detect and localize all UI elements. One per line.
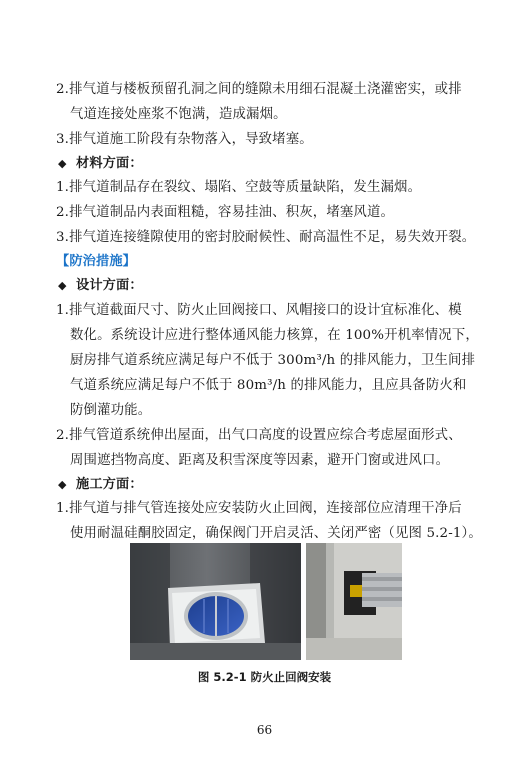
page-number: 66 [256, 723, 273, 737]
diamond-bullet-icon: ◆ [58, 279, 67, 292]
text-line: 使用耐温硅酮胶固定，确保阀门开启灵活、关闭严密（见图 5.2-1）。 [70, 526, 482, 541]
section-heading-design: ◆ 设计方面： [58, 276, 143, 296]
figure-caption: 图 5.2-1 防火止回阀安装 [197, 670, 332, 684]
text-line: 3.排气道施工阶段有杂物落入，导致堵塞。 [56, 132, 313, 147]
text-line: 气道连接处座浆不饱满，造成漏烟。 [70, 107, 287, 122]
text-line: 3.排气道连接缝隙使用的密封胶耐候性、耐高温性不足，易失效开裂。 [56, 230, 476, 245]
valve-photo-illustration [130, 543, 301, 660]
duct-valve-photo-illustration [306, 543, 402, 660]
text-line: 1.排气道与排气管连接处应安装防火止回阀，连接部位应清理干净后 [56, 501, 462, 516]
section-heading-prevention: 【防治措施】 [56, 254, 137, 269]
text-line: 周围遮挡物高度、距离及积雪深度等因素，避开门窗或进风口。 [70, 453, 450, 468]
text-line: 1.排气道截面尺寸、防火止回阀接口、风帽接口的设计宜标准化、模 [56, 303, 462, 318]
diamond-bullet-icon: ◆ [58, 157, 67, 170]
text-line: 1.排气道制品存在裂纹、塌陷、空鼓等质量缺陷，发生漏烟。 [56, 180, 422, 195]
diamond-bullet-icon: ◆ [58, 478, 67, 491]
text-line: 2.排气管道系统伸出屋面，出气口高度的设置应综合考虑屋面形式、 [56, 428, 462, 443]
section-heading-materials: ◆ 材料方面： [58, 154, 143, 174]
text-line: 厨房排气道系统应满足每户不低于 300m³/h 的排风能力，卫生间排 [70, 353, 476, 368]
text-line: 防倒灌功能。 [70, 403, 152, 418]
text-line: 2.排气道制品内表面粗糙，容易挂油、积灰，堵塞风道。 [56, 205, 395, 220]
text-line: 2.排气道与楼板预留孔洞之间的缝隙未用细石混凝土浇灌密实，或排 [56, 82, 462, 97]
valve-installation-photo-left [130, 543, 301, 660]
text-line: 气道系统应满足每户不低于 80m³/h 的排风能力，且应具备防火和 [70, 378, 467, 393]
section-heading-construction: ◆ 施工方面： [58, 475, 143, 495]
valve-installation-photo-right [306, 543, 402, 660]
text-line: 数化。系统设计应进行整体通风能力核算，在 100%开机率情况下， [70, 328, 479, 343]
